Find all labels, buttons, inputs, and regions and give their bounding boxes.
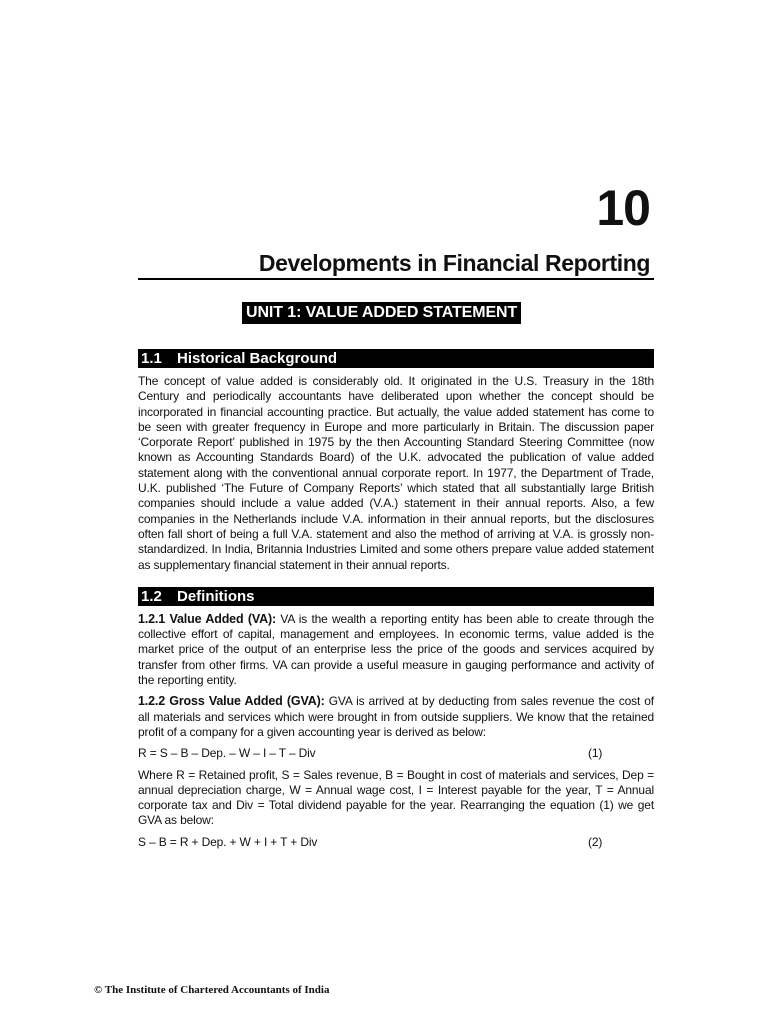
gross-value-added-text: GVA is arrived at by deducting from sales revenue the cost of all materials and services which were brought in from outside suppliers. We know that the retained profit of a company for a given accounting year is derived as below:: [138, 694, 654, 739]
chapter-number: 10: [596, 180, 650, 236]
equation-1-tag: (1): [588, 746, 603, 761]
section-title: Historical Background: [177, 350, 338, 367]
chapter-title-rule: [138, 278, 654, 280]
section-title: Definitions: [177, 587, 255, 605]
section-heading-historical-background: [138, 349, 654, 368]
page-footer-copyright: © The Institute of Chartered Accountants of India: [94, 984, 330, 996]
historical-background-paragraph: The concept of value added is considerably old. It originated in the U.S. Treasury in the 18th Century and periodically accountants have deliberated upon whether the concept should be incorporated in financial accounting practice. But actually, the value added statement has come to be seen with greater frequency in Europe and more particularly in Britain. The discussion paper ‘Corporate Report’ published in 1975 by the then Accounting Standard Steering Committee (now known as Accounting Standards Board) of the U.K. advocated the publication of value added statement along with the conventional annual corporate report. In 1977, the Department of Trade, U.K. published ‘The Future of Company Reports’ which stated that all substantially large British companies should include a value added (V.A.) statement in their annual reports. Also, a few companies in the Netherlands include V.A. information in their annual reports, but the disclosures often fall short of being a full V.A. statement and also the method of arriving at V.A. is grossly non-standardized. In India, Britannia Industries Limited and some others prepare value added statement as supplementary financial statement in their annual reports.: [138, 374, 654, 572]
main-content: [138, 349, 654, 850]
equation-1-formula: R = S – B – Dep. – W – I – T – Div: [138, 746, 316, 761]
section-number: 1.2: [141, 587, 162, 605]
equation-2-tag: (2): [588, 834, 603, 849]
equation-2-formula: S – B = R + Dep. + W + I + T + Div: [138, 834, 318, 849]
equation-2: [138, 835, 654, 850]
equation-1: [138, 746, 654, 761]
variable-definitions-paragraph: Where R = Retained profit, S = Sales revenue, B = Bought in cost of materials and services, Dep = annual depreciation charge, W = Annual wage cost, I = Interest payable for the year, T = Annual corporate tax and Div = Total dividend payable for the year. Rearranging the equation (1) we get GVA as below:: [138, 767, 654, 828]
chapter-title: Developments in Financial Reporting: [258, 250, 650, 276]
gross-value-added-label: 1.2.2 Gross Value Added (GVA):: [138, 694, 325, 709]
value-added-text: VA is the wealth a reporting entity has been able to create through the collective effort of capital, management and employees. In economic terms, value added is the market price of the output of an enterprise less the price of the goods and services acquired by transfer from other firms. VA can provide a useful measure in gauging performance and activity of the reporting entity.: [138, 611, 654, 688]
section-heading-definitions: [138, 587, 654, 606]
gross-value-added-definition: [138, 694, 654, 740]
spacer: [138, 573, 654, 587]
unit-title: UNIT 1: VALUE ADDED STATEMENT: [242, 302, 521, 324]
value-added-definition: [138, 612, 654, 688]
section-number: 1.1: [141, 350, 162, 367]
value-added-label: 1.2.1 Value Added (VA):: [138, 611, 277, 626]
